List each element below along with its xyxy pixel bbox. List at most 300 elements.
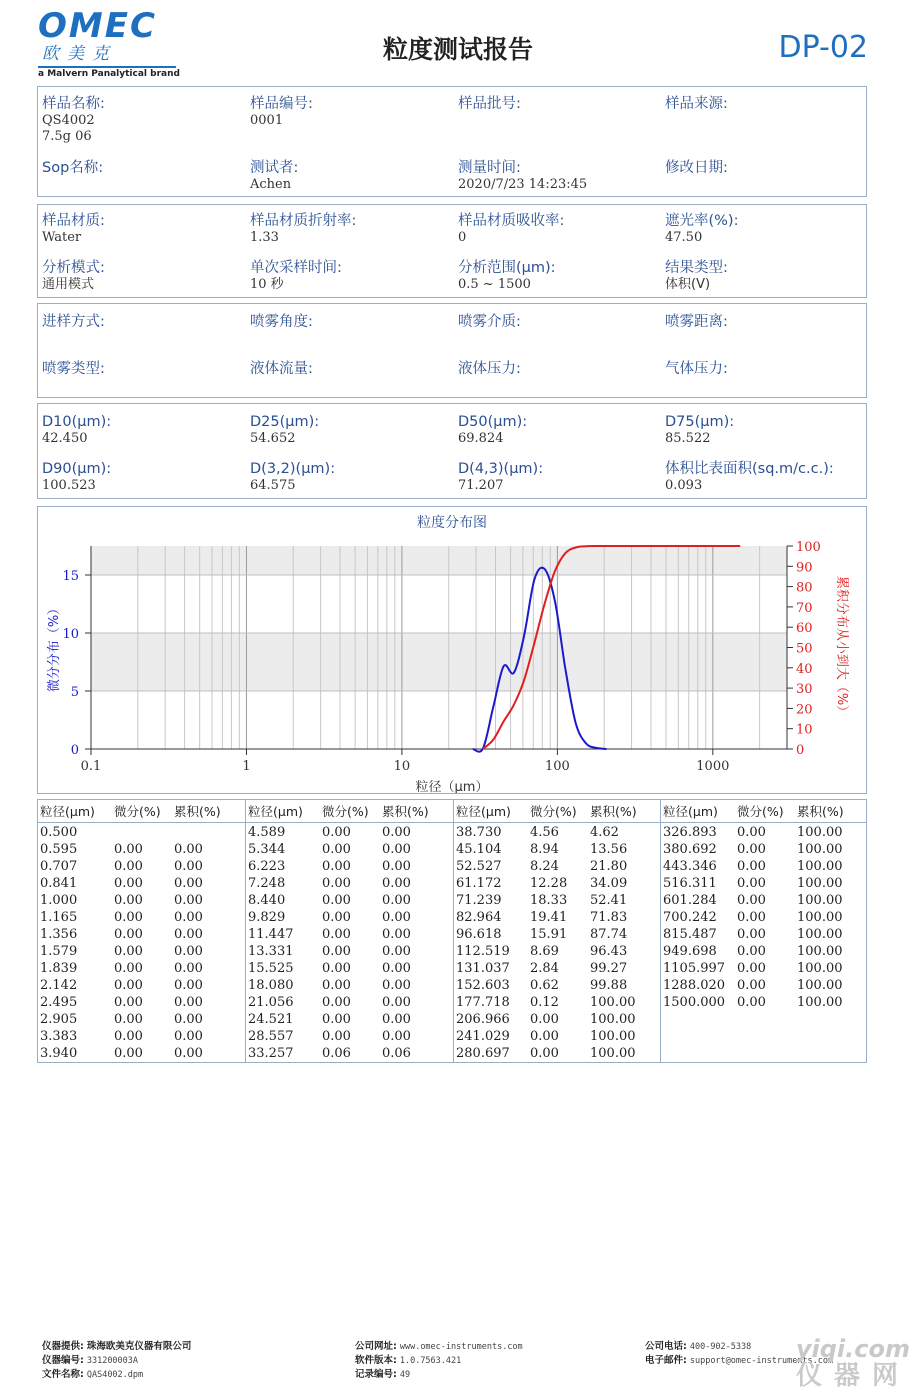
table-cell: 0.00 xyxy=(322,910,351,925)
d32-label: D(3,2)(μm): xyxy=(250,461,336,477)
logo-chinese-name: 欧美克 xyxy=(42,44,117,64)
phone-value: 400-902-5338 xyxy=(689,1342,752,1352)
table-cell: 0.00 xyxy=(382,995,411,1010)
table-cell: 100.00 xyxy=(797,876,843,891)
table-cell: 0.00 xyxy=(114,876,143,891)
d-values-box xyxy=(37,403,867,499)
x-tick-label: 10 xyxy=(393,759,411,774)
d43-value: 71.207 xyxy=(458,478,504,493)
table-cell: 0.00 xyxy=(737,876,766,891)
table-cell: 0.00 xyxy=(382,893,411,908)
y-tick-label: 15 xyxy=(62,569,79,584)
table-cell: 18.080 xyxy=(248,978,294,993)
table-cell: 24.521 xyxy=(248,1012,294,1027)
table-cell: 0.00 xyxy=(174,842,203,857)
modify-field xyxy=(665,159,728,177)
absorb-value: 0 xyxy=(458,230,467,245)
footer-website xyxy=(355,1340,523,1354)
spray-type-label: 喷雾类型: xyxy=(42,361,105,377)
table-cell: 0.00 xyxy=(322,876,351,891)
table-cell: 0.00 xyxy=(382,876,411,891)
y2-tick-label: 50 xyxy=(796,641,813,657)
sop-label: Sop名称: xyxy=(42,160,104,176)
version-label: 软件版本: xyxy=(355,1355,397,1366)
table-header-divider xyxy=(246,822,453,823)
table-cell: 0.00 xyxy=(382,1029,411,1044)
table-cell: 0.00 xyxy=(174,859,203,874)
table-cell: 0.00 xyxy=(737,859,766,874)
chart-canvas xyxy=(38,507,866,793)
table-cell: 0.00 xyxy=(737,961,766,976)
table-cell: 15.525 xyxy=(248,961,294,976)
file-label: 文件名称: xyxy=(42,1369,84,1380)
table-cell: 100.00 xyxy=(797,995,843,1010)
ssa-field xyxy=(665,460,834,494)
spray-angle-label: 喷雾角度: xyxy=(250,314,313,330)
y2-tick-label: 40 xyxy=(796,661,813,677)
table-header-cell: 累积(%) xyxy=(797,804,844,819)
d43-label: D(4,3)(μm): xyxy=(458,461,544,477)
report-title: 粒度测试报告 xyxy=(382,35,533,64)
distribution-chart xyxy=(37,506,867,794)
table-cell: 19.41 xyxy=(530,910,568,925)
table-cell: 82.964 xyxy=(456,910,502,925)
x-tick-label: 100 xyxy=(544,759,570,774)
table-column-group xyxy=(660,800,867,1062)
table-cell: 0.00 xyxy=(382,944,411,959)
table-cell: 1.000 xyxy=(40,893,78,908)
watermark xyxy=(796,1336,910,1390)
table-cell: 96.43 xyxy=(590,944,628,959)
table-cell: 0.00 xyxy=(530,1029,559,1044)
liquid-flow-label: 液体流量: xyxy=(250,361,313,377)
table-row xyxy=(454,1045,661,1062)
table-row xyxy=(661,875,867,892)
table-cell: 0.00 xyxy=(530,1012,559,1027)
d43-field xyxy=(458,460,543,494)
footer-file xyxy=(42,1368,143,1382)
table-cell: 1.839 xyxy=(40,961,78,976)
d90-value: 100.523 xyxy=(42,478,96,493)
table-row xyxy=(454,926,661,943)
provider-value: 珠海欧美克仪器有限公司 xyxy=(86,1341,192,1352)
d50-field xyxy=(458,413,527,447)
sample-name-value-2: 7.5g 06 xyxy=(42,129,92,144)
table-cell: 700.242 xyxy=(663,910,717,925)
table-column-group xyxy=(38,800,245,1062)
spray-distance-label: 喷雾距离: xyxy=(665,314,728,330)
d25-value: 54.652 xyxy=(250,431,296,446)
table-row xyxy=(246,892,453,909)
mode-field xyxy=(42,259,105,293)
version-value: 1.0.7563.421 xyxy=(399,1356,462,1366)
table-row xyxy=(454,1011,661,1028)
table-cell: 0.00 xyxy=(322,944,351,959)
table-row xyxy=(246,824,453,841)
table-cell: 15.91 xyxy=(530,927,568,942)
obscuration-field xyxy=(665,212,738,246)
table-cell: 0.00 xyxy=(737,978,766,993)
table-header-cell: 累积(%) xyxy=(382,804,429,819)
time-label: 测量时间: xyxy=(458,160,521,176)
watermark-url: yiqi.com xyxy=(795,1335,910,1363)
table-cell: 0.00 xyxy=(114,1012,143,1027)
table-cell: 96.618 xyxy=(456,927,502,942)
modify-label: 修改日期: xyxy=(665,160,728,176)
table-cell: 131.037 xyxy=(456,961,510,976)
sample-name-field xyxy=(42,95,105,145)
table-cell: 0.00 xyxy=(174,910,203,925)
table-cell: 13.331 xyxy=(248,944,294,959)
table-row xyxy=(246,858,453,875)
table-cell: 0.707 xyxy=(40,859,78,874)
table-cell: 0.00 xyxy=(174,893,203,908)
table-row xyxy=(454,977,661,994)
table-cell: 21.056 xyxy=(248,995,294,1010)
table-header-cell: 粒径(μm) xyxy=(248,804,303,819)
table-row xyxy=(38,909,245,926)
table-cell: 6.223 xyxy=(248,859,286,874)
sample-no-value: 0001 xyxy=(250,113,284,128)
table-cell: 8.24 xyxy=(530,859,559,874)
table-cell: 45.104 xyxy=(456,842,502,857)
website-label: 公司网址: xyxy=(355,1341,397,1352)
table-cell: 0.00 xyxy=(382,1012,411,1027)
table-row xyxy=(246,1045,453,1062)
d90-field xyxy=(42,460,111,494)
table-cell: 0.00 xyxy=(737,910,766,925)
x-tick-label: 1 xyxy=(242,759,251,774)
table-column-group xyxy=(245,800,453,1062)
email-value: support@omec-instruments.com xyxy=(689,1356,834,1366)
table-cell: 0.00 xyxy=(174,978,203,993)
table-cell: 326.893 xyxy=(663,825,717,840)
table-cell: 4.589 xyxy=(248,825,286,840)
y2-tick-label: 70 xyxy=(796,600,813,616)
table-row xyxy=(454,892,661,909)
tester-label: 测试者: xyxy=(250,160,299,176)
d25-label: D25(μm): xyxy=(250,414,320,430)
table-cell: 52.527 xyxy=(456,859,502,874)
y2-tick-label: 10 xyxy=(796,722,813,738)
table-cell: 0.00 xyxy=(114,859,143,874)
gas-pressure-label: 气体压力: xyxy=(665,361,728,377)
table-cell: 0.00 xyxy=(174,995,203,1010)
table-header-cell: 微分(%) xyxy=(114,804,161,819)
footer xyxy=(0,1340,916,1380)
table-row xyxy=(38,875,245,892)
table-cell: 8.440 xyxy=(248,893,286,908)
tester-value: Achen xyxy=(250,177,292,192)
table-cell: 0.00 xyxy=(174,944,203,959)
table-cell: 28.557 xyxy=(248,1029,294,1044)
logo-divider xyxy=(38,66,176,68)
table-row xyxy=(246,909,453,926)
table-cell: 2.495 xyxy=(40,995,78,1010)
table-cell: 0.00 xyxy=(382,978,411,993)
table-cell: 0.00 xyxy=(530,1046,559,1061)
logo-tagline: a Malvern Panalytical brand xyxy=(38,69,180,79)
footer-provider xyxy=(42,1340,191,1354)
sample-info-box xyxy=(37,86,867,197)
table-row xyxy=(38,943,245,960)
record-label: 记录编号: xyxy=(355,1369,397,1380)
sampling-value: 10 秒 xyxy=(250,277,284,292)
table-row xyxy=(38,977,245,994)
table-cell: 443.346 xyxy=(663,859,717,874)
d50-value: 69.824 xyxy=(458,431,504,446)
footer-version xyxy=(355,1354,461,1368)
table-row xyxy=(38,1011,245,1028)
time-value: 2020/7/23 14:23:45 xyxy=(458,177,588,192)
table-cell: 0.00 xyxy=(174,961,203,976)
table-cell: 0.00 xyxy=(322,927,351,942)
absorb-field xyxy=(458,212,564,246)
range-label: 分析范围(μm): xyxy=(458,260,556,276)
table-cell: 71.83 xyxy=(590,910,628,925)
table-cell: 18.33 xyxy=(530,893,568,908)
table-cell: 0.00 xyxy=(114,910,143,925)
table-cell: 0.00 xyxy=(382,825,411,840)
y-axis-label: 微分分布（%） xyxy=(47,601,62,693)
table-cell: 0.00 xyxy=(114,978,143,993)
ri-field xyxy=(250,212,356,246)
y2-tick-label: 0 xyxy=(796,743,805,758)
table-cell: 0.00 xyxy=(737,927,766,942)
table-row xyxy=(454,858,661,875)
ssa-value: 0.093 xyxy=(665,478,703,493)
y2-tick-label: 30 xyxy=(796,682,813,698)
batch-field xyxy=(458,95,521,113)
table-row xyxy=(246,994,453,1011)
spray-box xyxy=(37,303,867,398)
table-cell: 0.00 xyxy=(114,1046,143,1061)
table-cell: 4.62 xyxy=(590,825,619,840)
y2-tick-label: 60 xyxy=(796,621,813,637)
table-row xyxy=(661,892,867,909)
table-cell: 100.00 xyxy=(797,825,843,840)
table-row xyxy=(454,994,661,1011)
table-cell: 949.698 xyxy=(663,944,717,959)
table-cell: 0.00 xyxy=(382,910,411,925)
table-cell: 112.519 xyxy=(456,944,510,959)
table-cell: 2.142 xyxy=(40,978,78,993)
table-cell: 0.00 xyxy=(737,842,766,857)
table-row xyxy=(454,841,661,858)
material-value: Water xyxy=(42,230,82,245)
table-row xyxy=(661,841,867,858)
table-cell: 100.00 xyxy=(797,842,843,857)
table-cell: 0.06 xyxy=(382,1046,411,1061)
d75-label: D75(μm): xyxy=(665,414,735,430)
table-cell: 33.257 xyxy=(248,1046,294,1061)
file-value: QAS4002.dpm xyxy=(86,1370,144,1380)
mode-value: 通用模式 xyxy=(42,277,95,292)
table-cell: 0.00 xyxy=(382,927,411,942)
table-cell: 12.28 xyxy=(530,876,568,891)
table-row xyxy=(661,977,867,994)
table-cell: 100.00 xyxy=(797,859,843,874)
instrument-no-value: 331200003A xyxy=(86,1356,139,1366)
table-row xyxy=(246,960,453,977)
d10-field xyxy=(42,413,111,447)
y2-tick-label: 80 xyxy=(796,580,813,596)
spray-medium-label: 喷雾介质: xyxy=(458,314,521,330)
table-row xyxy=(661,994,867,1011)
table-cell: 71.239 xyxy=(456,893,502,908)
table-cell: 1.579 xyxy=(40,944,78,959)
table-cell: 0.00 xyxy=(322,995,351,1010)
table-row xyxy=(661,943,867,960)
table-cell: 3.383 xyxy=(40,1029,78,1044)
provider-label: 仪器提供: xyxy=(42,1341,84,1352)
table-cell: 0.00 xyxy=(322,842,351,857)
y2-axis-label: 累积分布从小到大（%） xyxy=(834,575,849,719)
sample-no-field xyxy=(250,95,313,129)
result-value: 体积(V) xyxy=(665,277,711,292)
table-row xyxy=(38,926,245,943)
table-cell: 99.27 xyxy=(590,961,628,976)
material-label: 样品材质: xyxy=(42,213,105,229)
d25-field xyxy=(250,413,319,447)
table-cell: 0.00 xyxy=(322,961,351,976)
sampling-field xyxy=(250,259,342,293)
table-cell: 0.00 xyxy=(382,859,411,874)
table-cell: 2.905 xyxy=(40,1012,78,1027)
table-cell: 0.00 xyxy=(322,978,351,993)
table-row xyxy=(454,824,661,841)
table-row xyxy=(246,977,453,994)
table-row xyxy=(454,960,661,977)
table-row xyxy=(38,1028,245,1045)
phone-label: 公司电话: xyxy=(645,1341,687,1352)
y-tick-label: 10 xyxy=(62,627,79,642)
logo-wordmark: OMEC xyxy=(38,6,157,46)
chart-band xyxy=(91,633,787,691)
table-cell: 0.62 xyxy=(530,978,559,993)
record-value: 49 xyxy=(399,1370,411,1380)
table-row xyxy=(246,1011,453,1028)
y-tick-label: 5 xyxy=(70,685,79,700)
table-row xyxy=(661,824,867,841)
table-cell: 11.447 xyxy=(248,927,294,942)
source-label: 样品来源: xyxy=(665,96,728,112)
table-cell: 0.00 xyxy=(114,944,143,959)
ssa-label: 体积比表面积(sq.m/c.c.): xyxy=(665,461,834,477)
d32-value: 64.575 xyxy=(250,478,296,493)
table-cell: 241.029 xyxy=(456,1029,510,1044)
y2-tick-label: 100 xyxy=(796,540,821,555)
table-cell: 100.00 xyxy=(590,995,636,1010)
table-cell: 1288.020 xyxy=(663,978,726,993)
table-cell: 21.80 xyxy=(590,859,628,874)
table-row xyxy=(454,1028,661,1045)
table-cell: 0.00 xyxy=(322,825,351,840)
table-cell: 0.500 xyxy=(40,825,78,840)
table-cell: 0.00 xyxy=(174,1046,203,1061)
table-cell: 601.284 xyxy=(663,893,717,908)
table-cell: 380.692 xyxy=(663,842,717,857)
table-row xyxy=(661,858,867,875)
batch-label: 样品批号: xyxy=(458,96,521,112)
mode-label: 分析模式: xyxy=(42,260,105,276)
table-cell: 100.00 xyxy=(797,927,843,942)
table-cell: 99.88 xyxy=(590,978,628,993)
table-cell: 0.00 xyxy=(737,995,766,1010)
table-cell: 0.00 xyxy=(114,995,143,1010)
table-cell: 0.06 xyxy=(322,1046,351,1061)
table-cell: 815.487 xyxy=(663,927,717,942)
table-row xyxy=(38,994,245,1011)
table-cell: 1.165 xyxy=(40,910,78,925)
table-cell: 5.344 xyxy=(248,842,286,857)
report-code: DP-02 xyxy=(778,30,868,65)
table-cell: 0.00 xyxy=(322,1029,351,1044)
d32-field xyxy=(250,460,335,494)
sop-field xyxy=(42,159,103,177)
table-cell: 100.00 xyxy=(797,910,843,925)
table-header-cell: 微分(%) xyxy=(737,804,784,819)
table-cell: 0.00 xyxy=(322,859,351,874)
table-cell: 1105.997 xyxy=(663,961,726,976)
footer-phone xyxy=(645,1340,751,1354)
table-row xyxy=(661,909,867,926)
table-cell: 34.09 xyxy=(590,876,628,891)
table-cell: 177.718 xyxy=(456,995,510,1010)
chart-title: 粒度分布图 xyxy=(417,515,487,531)
material-field xyxy=(42,212,105,246)
table-cell: 61.172 xyxy=(456,876,502,891)
table-header-cell: 累积(%) xyxy=(590,804,637,819)
table-row xyxy=(38,841,245,858)
tester-field xyxy=(250,159,298,193)
d90-label: D90(μm): xyxy=(42,461,112,477)
ri-label: 样品材质折射率: xyxy=(250,213,357,229)
table-row xyxy=(246,841,453,858)
range-field xyxy=(458,259,556,293)
table-cell: 100.00 xyxy=(590,1012,636,1027)
table-cell: 13.56 xyxy=(590,842,628,857)
table-column-group xyxy=(453,800,661,1062)
table-cell: 0.00 xyxy=(322,893,351,908)
table-cell: 0.00 xyxy=(114,842,143,857)
table-row xyxy=(38,858,245,875)
table-cell: 8.69 xyxy=(530,944,559,959)
sample-no-label: 样品编号: xyxy=(250,96,313,112)
table-cell: 100.00 xyxy=(797,893,843,908)
table-row xyxy=(38,892,245,909)
obscuration-label: 遮光率(%): xyxy=(665,213,739,229)
obscuration-value: 47.50 xyxy=(665,230,703,245)
d75-value: 85.522 xyxy=(665,431,711,446)
size-table xyxy=(37,799,867,1063)
table-header-cell: 微分(%) xyxy=(322,804,369,819)
sample-name-label: 样品名称: xyxy=(42,96,105,112)
d10-label: D10(μm): xyxy=(42,414,112,430)
x-tick-label: 1000 xyxy=(696,759,730,774)
table-cell: 100.00 xyxy=(797,961,843,976)
table-cell: 0.00 xyxy=(114,893,143,908)
table-cell: 0.00 xyxy=(174,1029,203,1044)
result-field xyxy=(665,259,728,293)
ri-value: 1.33 xyxy=(250,230,279,245)
table-cell: 100.00 xyxy=(590,1029,636,1044)
table-cell: 0.841 xyxy=(40,876,78,891)
d10-value: 42.450 xyxy=(42,431,88,446)
table-header-cell: 粒径(μm) xyxy=(40,804,95,819)
table-row xyxy=(454,909,661,926)
table-cell: 0.00 xyxy=(174,1012,203,1027)
